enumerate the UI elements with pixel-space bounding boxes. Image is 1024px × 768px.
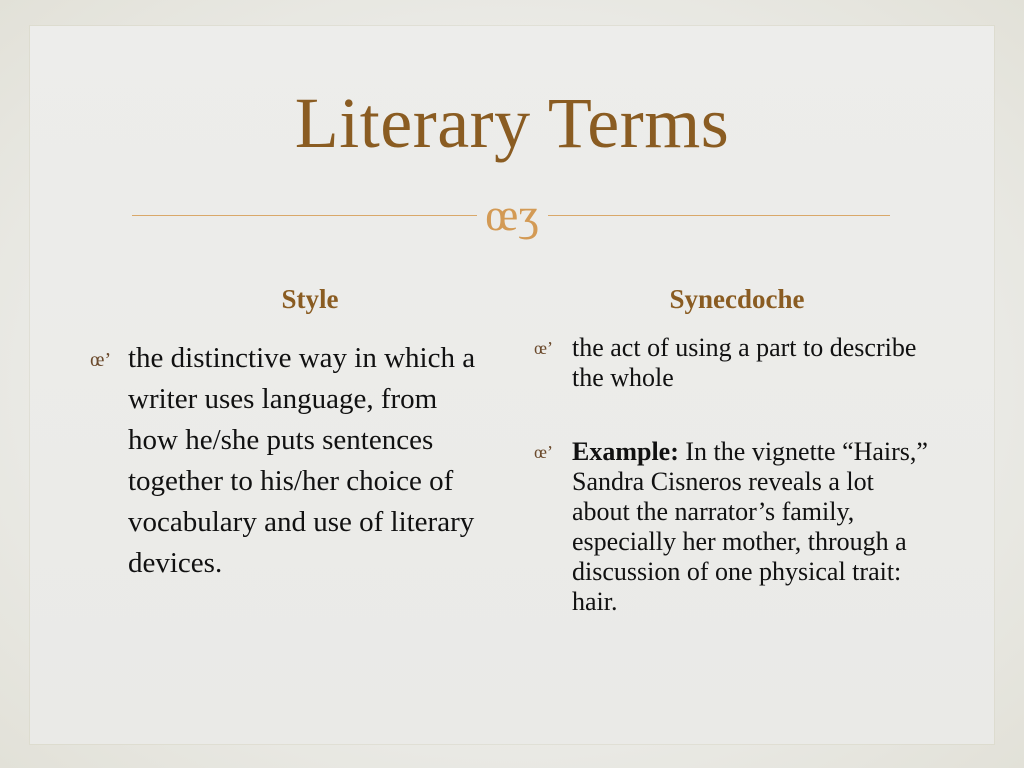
title-divider-left: [132, 215, 477, 216]
style-bullet-list: [90, 338, 482, 584]
synecdoche-heading: Synecdoche: [669, 284, 805, 314]
style-definition-text: the distinctive way in which a writer uses language, from how he/she puts sentences together to his/her choice of vocabulary and use of literary devices.: [128, 342, 476, 579]
example-text: In the vignette “Hairs,” Sandra Cisneros reveals a lot about the narrator’s family, especially her mother, through a discussion of one physical trait: hair.: [572, 437, 928, 616]
flourish-ornament-icon: œʒ: [485, 189, 539, 240]
flourish-bullet-icon: œ’: [90, 349, 112, 371]
style-definition-bullet: [90, 338, 482, 584]
flourish-bullet-icon: œ’: [534, 442, 553, 462]
synecdoche-definition-text: the act of using a part to describe the whole: [572, 333, 917, 392]
flourish-bullet-icon: œ’: [534, 338, 553, 358]
synecdoche-bullet-list: [534, 333, 934, 617]
title-divider-right: [548, 215, 890, 216]
synecdoche-example-bullet: [534, 437, 934, 617]
slide-title: Literary Terms: [294, 83, 730, 163]
style-heading: Style: [281, 284, 339, 314]
example-label: Example:: [572, 437, 679, 466]
synecdoche-definition-bullet: [534, 333, 934, 393]
